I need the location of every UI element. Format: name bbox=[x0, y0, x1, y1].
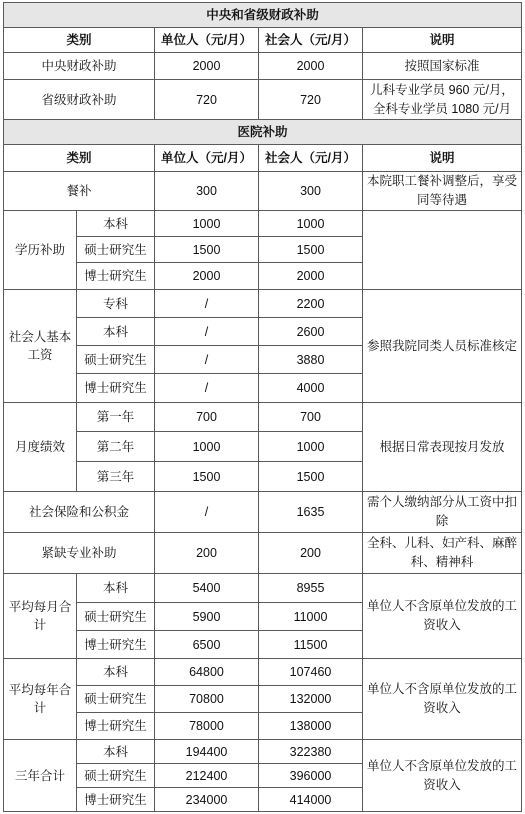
category-cell: 餐补 bbox=[4, 172, 155, 211]
sub-category: 硕士研究生 bbox=[77, 237, 155, 263]
social-value: 396000 bbox=[259, 764, 363, 788]
note-cell: 单位人不含原单位发放的工资收入 bbox=[363, 740, 522, 812]
category-cell: 月度绩效 bbox=[4, 403, 77, 492]
social-value: 11000 bbox=[259, 603, 363, 631]
note-cell bbox=[363, 211, 522, 290]
note-cell: 单位人不含原单位发放的工资收入 bbox=[363, 659, 522, 740]
unit-value: / bbox=[155, 374, 259, 403]
unit-value: 5900 bbox=[155, 603, 259, 631]
sub-category: 硕士研究生 bbox=[77, 603, 155, 631]
note-cell: 本院职工餐补调整后，享受同等待遇 bbox=[363, 172, 522, 211]
social-value: 1500 bbox=[259, 237, 363, 263]
unit-value: 234000 bbox=[155, 788, 259, 812]
unit-value: 5400 bbox=[155, 574, 259, 603]
social-value: 4000 bbox=[259, 374, 363, 403]
header-unit-staff: 单位人（元/月） bbox=[155, 28, 259, 53]
unit-value: 212400 bbox=[155, 764, 259, 788]
social-value: 132000 bbox=[259, 686, 363, 713]
unit-value: 194400 bbox=[155, 740, 259, 764]
unit-value: 2000 bbox=[155, 263, 259, 290]
category-cell: 三年合计 bbox=[4, 740, 77, 812]
sub-category: 硕士研究生 bbox=[77, 764, 155, 788]
social-value: 700 bbox=[259, 403, 363, 432]
header-note: 说明 bbox=[363, 28, 522, 53]
sub-category: 博士研究生 bbox=[77, 263, 155, 290]
note-cell: 全科、儿科、妇产科、麻醉科、精神科 bbox=[363, 533, 522, 574]
section-title-central-provincial: 中央和省级财政补助 bbox=[4, 3, 522, 28]
unit-value: / bbox=[155, 346, 259, 374]
unit-value: 700 bbox=[155, 403, 259, 432]
unit-value: 300 bbox=[155, 172, 259, 211]
sub-category: 第三年 bbox=[77, 462, 155, 492]
social-value: 200 bbox=[259, 533, 363, 574]
table-row bbox=[4, 740, 522, 764]
table-row bbox=[4, 403, 522, 432]
category-cell: 平均每年合计 bbox=[4, 659, 77, 740]
sub-category: 第二年 bbox=[77, 432, 155, 462]
unit-value: 720 bbox=[155, 80, 259, 120]
note-cell: 按照国家标准 bbox=[363, 53, 522, 80]
unit-value: 70800 bbox=[155, 686, 259, 713]
table-row bbox=[4, 492, 522, 533]
category-cell: 紧缺专业补助 bbox=[4, 533, 155, 574]
unit-value: 1500 bbox=[155, 237, 259, 263]
header-category: 类别 bbox=[4, 145, 155, 172]
social-value: 1635 bbox=[259, 492, 363, 533]
social-value: 3880 bbox=[259, 346, 363, 374]
social-value: 107460 bbox=[259, 659, 363, 686]
sub-category: 硕士研究生 bbox=[77, 686, 155, 713]
social-value: 414000 bbox=[259, 788, 363, 812]
sub-category: 博士研究生 bbox=[77, 788, 155, 812]
sub-category: 博士研究生 bbox=[77, 374, 155, 403]
sub-category: 博士研究生 bbox=[77, 713, 155, 740]
category-cell: 社会人基本工资 bbox=[4, 290, 77, 403]
header-social-staff: 社会人（元/月） bbox=[259, 28, 363, 53]
unit-value: 1500 bbox=[155, 462, 259, 492]
category-cell: 社会保险和公积金 bbox=[4, 492, 155, 533]
header-unit-staff: 单位人（元/月） bbox=[155, 145, 259, 172]
header-category: 类别 bbox=[4, 28, 155, 53]
social-value: 1500 bbox=[259, 462, 363, 492]
social-value: 1000 bbox=[259, 432, 363, 462]
unit-value: 64800 bbox=[155, 659, 259, 686]
unit-value: 200 bbox=[155, 533, 259, 574]
table-row bbox=[4, 211, 522, 237]
note-cell: 根据日常表现按月发放 bbox=[363, 403, 522, 492]
sub-category: 博士研究生 bbox=[77, 631, 155, 659]
table-row bbox=[4, 659, 522, 686]
social-value: 2000 bbox=[259, 53, 363, 80]
table-row bbox=[4, 290, 522, 318]
unit-value: / bbox=[155, 290, 259, 318]
unit-value: 2000 bbox=[155, 53, 259, 80]
unit-value: 1000 bbox=[155, 432, 259, 462]
sub-category: 本科 bbox=[77, 211, 155, 237]
table-row bbox=[4, 574, 522, 603]
social-value: 1000 bbox=[259, 211, 363, 237]
sub-category: 硕士研究生 bbox=[77, 346, 155, 374]
sub-category: 专科 bbox=[77, 290, 155, 318]
social-value: 8955 bbox=[259, 574, 363, 603]
sub-category: 本科 bbox=[77, 318, 155, 346]
sub-category: 本科 bbox=[77, 740, 155, 764]
note-cell: 参照我院同类人员标准核定 bbox=[363, 290, 522, 403]
section-title-hospital: 医院补助 bbox=[4, 120, 522, 145]
social-value: 300 bbox=[259, 172, 363, 211]
note-cell: 单位人不含原单位发放的工资收入 bbox=[363, 574, 522, 659]
category-cell: 学历补助 bbox=[4, 211, 77, 290]
unit-value: 78000 bbox=[155, 713, 259, 740]
header-note: 说明 bbox=[363, 145, 522, 172]
note-cell: 儿科专业学员 960 元/月，全科专业学员 1080 元/月 bbox=[363, 80, 522, 120]
sub-category: 第一年 bbox=[77, 403, 155, 432]
unit-value: 1000 bbox=[155, 211, 259, 237]
note-cell: 需个人缴纳部分从工资中扣除 bbox=[363, 492, 522, 533]
category-cell: 中央财政补助 bbox=[4, 53, 155, 80]
social-value: 2200 bbox=[259, 290, 363, 318]
unit-value: / bbox=[155, 492, 259, 533]
header-social-staff: 社会人（元/月） bbox=[259, 145, 363, 172]
unit-value: 6500 bbox=[155, 631, 259, 659]
social-value: 322380 bbox=[259, 740, 363, 764]
category-cell: 平均每月合计 bbox=[4, 574, 77, 659]
table-row bbox=[4, 172, 522, 211]
table-row bbox=[4, 533, 522, 574]
category-cell: 省级财政补助 bbox=[4, 80, 155, 120]
social-value: 2600 bbox=[259, 318, 363, 346]
social-value: 138000 bbox=[259, 713, 363, 740]
table-row bbox=[4, 53, 522, 80]
sub-category: 本科 bbox=[77, 659, 155, 686]
sub-category: 本科 bbox=[77, 574, 155, 603]
table-row bbox=[4, 80, 522, 120]
social-value: 2000 bbox=[259, 263, 363, 290]
social-value: 720 bbox=[259, 80, 363, 120]
subsidy-table bbox=[3, 2, 522, 812]
unit-value: / bbox=[155, 318, 259, 346]
social-value: 11500 bbox=[259, 631, 363, 659]
